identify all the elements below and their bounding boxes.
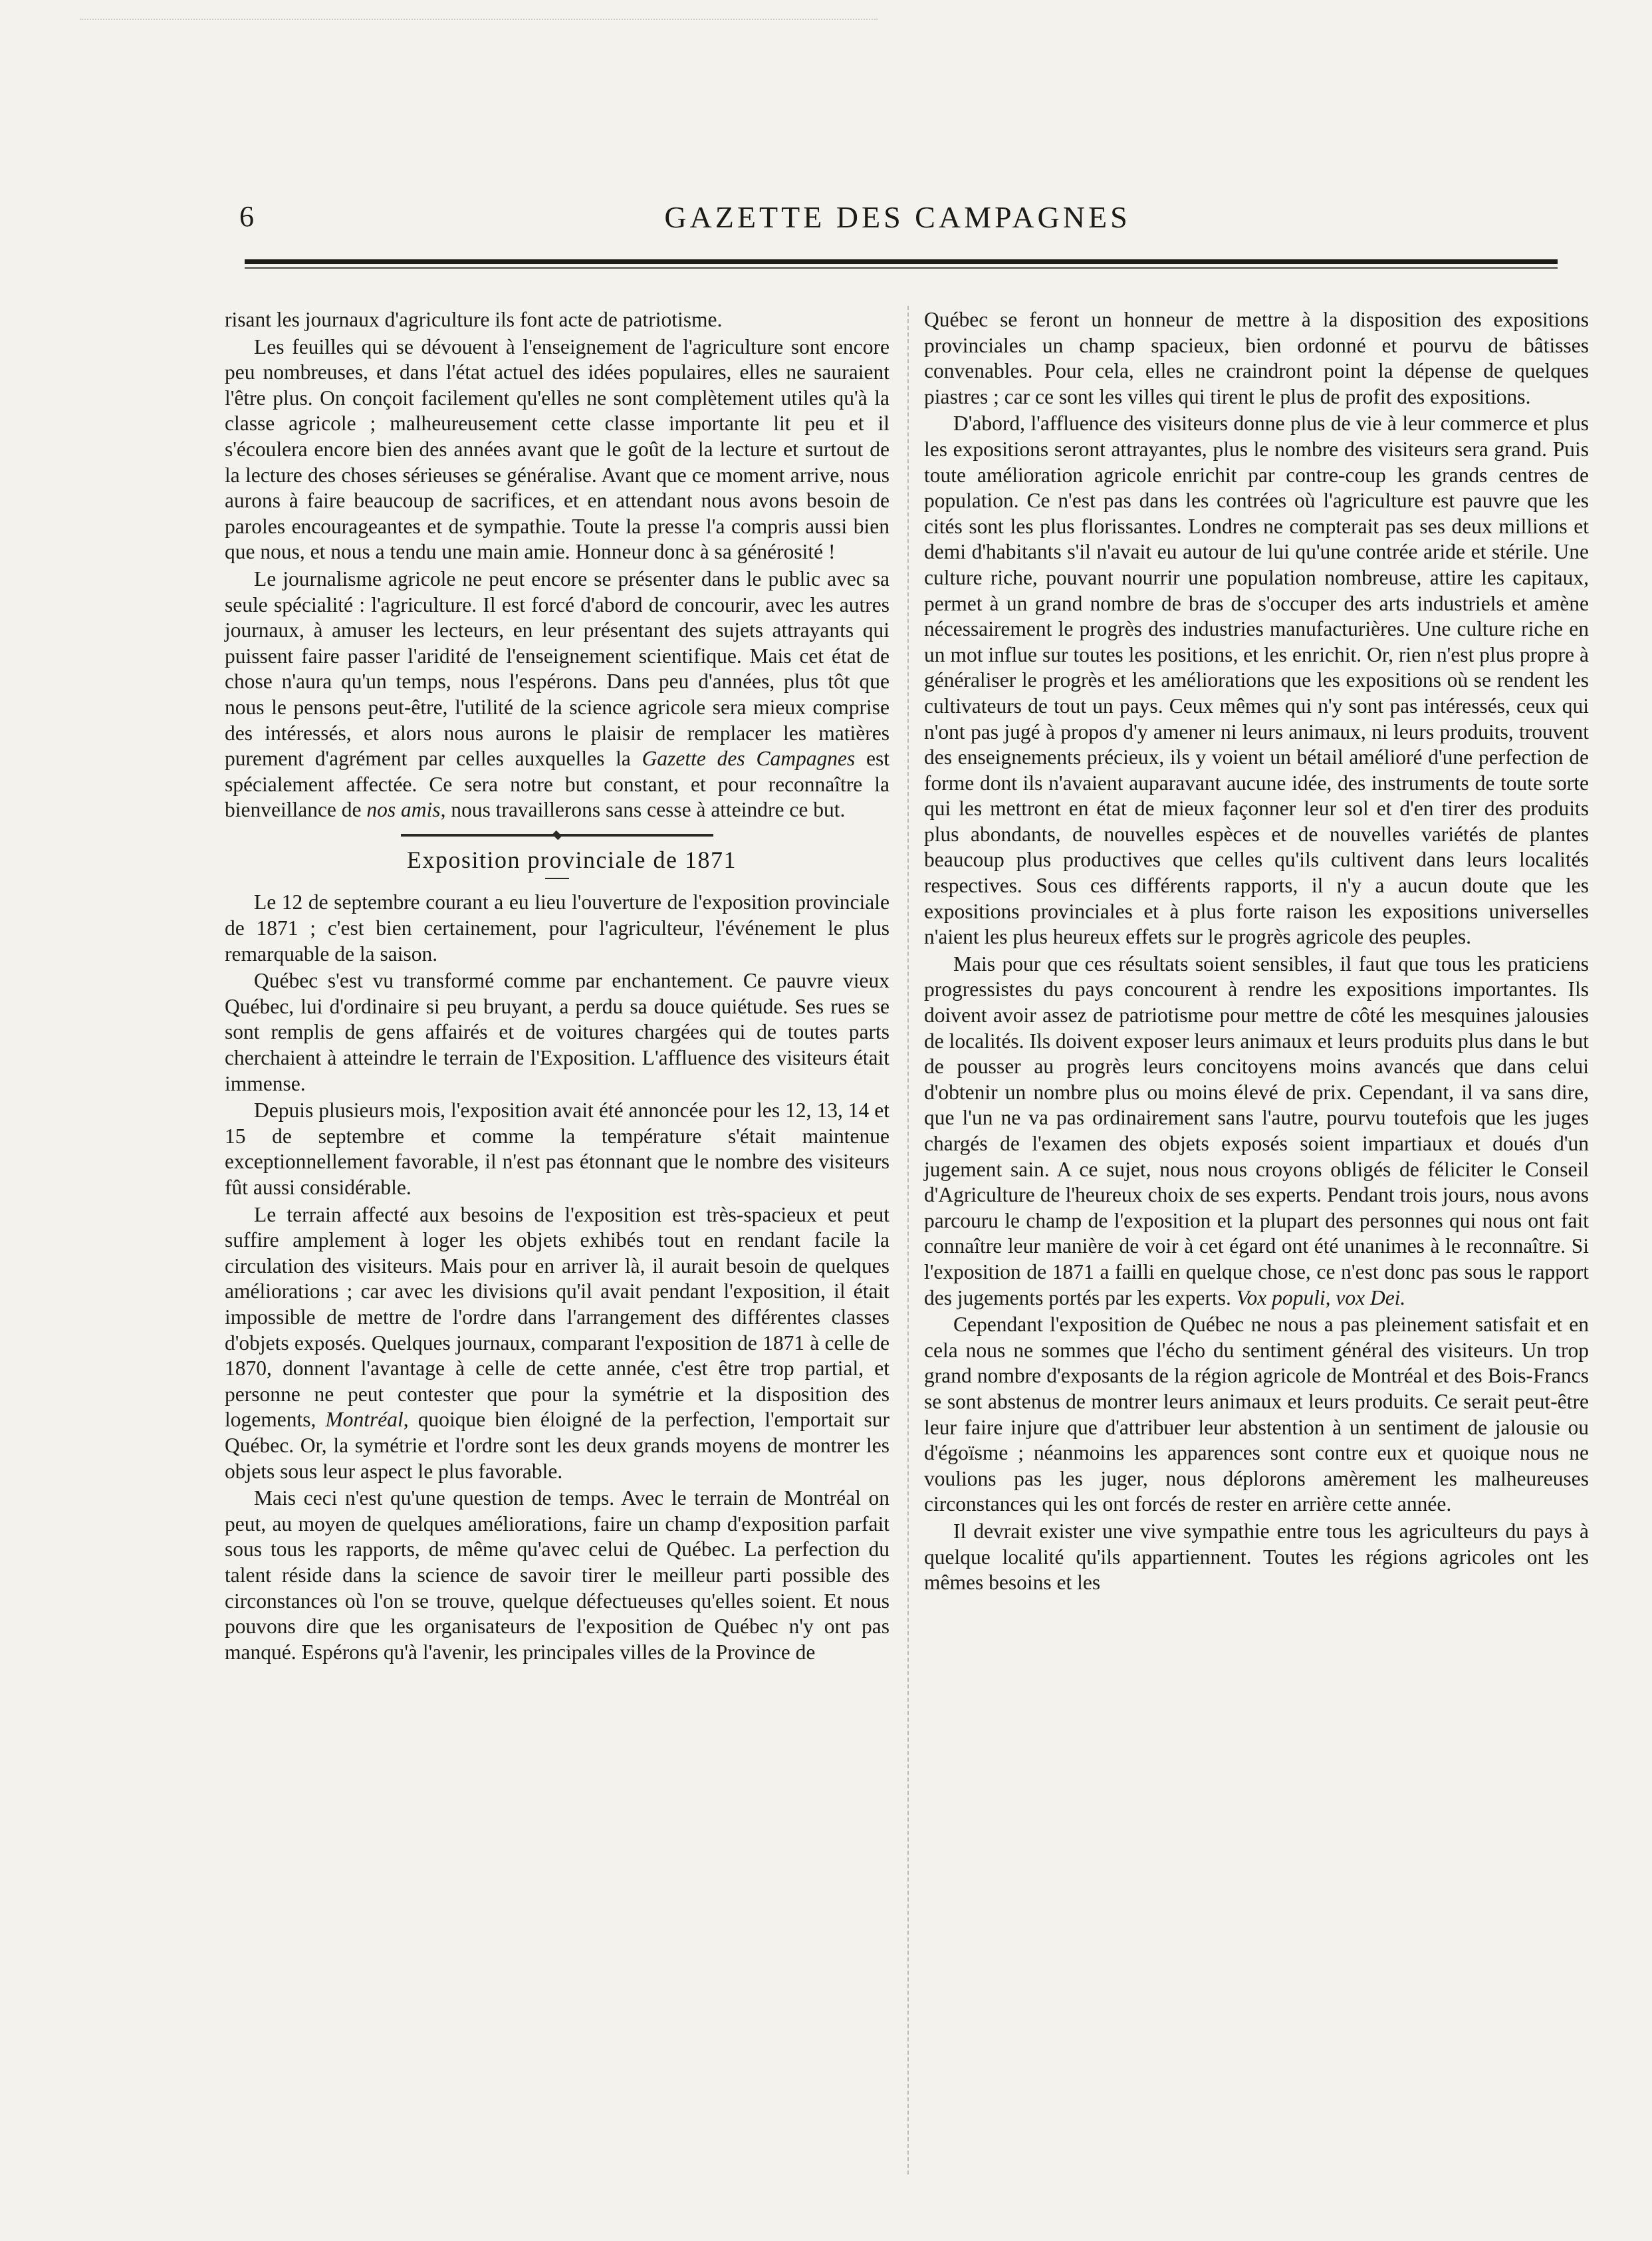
left-column <box>225 307 889 1665</box>
journal-title: GAZETTE DES CAMPAGNES <box>664 200 1131 234</box>
latin-quote: Vox populi, vox Dei. <box>1236 1285 1406 1309</box>
paragraph: Cependant l'exposition de Québec ne nous a pas pleinement satisfait et en cela nous ne sommes que l'écho du sentiment général des visiteurs. Un trop grand nombre d'exposants de la région agricole de Montréal et des Bois-Francs se sont abstenus de montrer leurs animaux et leurs produits. Ce serait peut-être leur faire injure que d'attribuer leur abstention à un sentiment de jalousie ou d'égoïsme ; néanmoins les apparences sont contre eux et quoique nous ne voulions pas les juger, nous déplorons amèrement les malheureuses circonstances qui les ont forcés de rester en arrière cette année. <box>924 1313 1589 1516</box>
column-gutter <box>907 306 910 2175</box>
paragraph: Québec se feront un honneur de mettre à la disposition des expositions provinciales un champ spacieux, bien ordonné et pourvu de bâtisses convenables. Pour cela, elles ne craindront point la dépense de quelques piastres ; car ce sont les villes qui tirent le plus de profit des expositions. <box>924 308 1589 408</box>
publication-title: Gazette des Campagnes <box>642 747 856 771</box>
scan-specks <box>80 19 878 23</box>
paragraph: Le 12 de septembre courant a eu lieu l'ouverture de l'exposition provinciale de 1871 ; c'est bien certainement, pour l'agriculteur, l'événement le plus remarquable de la saison. <box>225 890 889 966</box>
page-number: 6 <box>239 200 255 233</box>
paragraph: Il devrait exister une vive sympathie entre tous les agriculteurs du pays à quelque localité qu'ils appartiennent. Toutes les régions agricoles ont les mêmes besoins et les <box>924 1519 1589 1595</box>
paragraph: Mais pour que ces résultats soient sensibles, il faut que tous les praticiens progressistes du pays concourent à rendre les expositions importantes. Ils doivent avoir assez de patriotisme pour mettre de côté les mesquines jalousies de localités. Ils doivent exposer leurs animaux et leurs produits plus dans le but de pousser au progrès leurs concitoyens moins avancés que dans celui d'obtenir un nombre plus ou moins élevé de prix. Cependant, il va sans dire, que l'un ne va pas ordinairement sans l'autre, pourvu toutefois que les juges chargés de l'examen des objets exposés soient impartiaux et doués d'un jugement sain. A ce sujet, nous nous croyons obligés de féliciter le Conseil d'Agriculture de l'heureux choix de ses experts. Pendant trois jours, nous avons parcouru le champ de l'exposition et la plupart des personnes qui nous ont fait connaître leur manière de voir à cet égard ont été unanimes à le reconnaître. Si l'exposition de 1871 a failli en quelque chose, ce n'est donc pas sous le rapport des jugements portés par les experts. Vox populi, vox Dei. <box>924 952 1589 1309</box>
paragraph: Le journalisme agricole ne peut encore se présenter dans le public avec sa seule spécialité : l'agriculture. Il est forcé d'abord de concourir, avec les autres journaux, à amuser les lecteurs, en leur présentant des sujets attrayants qui puissent faire passer l'aridité de l'enseignement scientifique. Mais cet état de chose n'aura qu'un temps, nous l'espérons. Dans peu d'années, plus tôt que nous le pensons peut-être, l'utilité de la science agricole sera mieux comprise des intéressés, et alors nous aurons le plaisir de remplacer les matières purement d'agrément par celles auxquelles la Gazette des Campagnes est spécialement affectée. Ce sera notre but constant, et pour reconnaître la bienveillance de nos amis, nous travaillerons sans cesse à atteindre ce but. <box>225 567 889 822</box>
title-dash <box>545 878 569 879</box>
section-title: Exposition provinciale de 1871 <box>407 846 737 873</box>
section-divider <box>401 834 713 837</box>
right-column <box>924 307 1589 1596</box>
header-rule <box>245 259 1558 264</box>
page-header <box>239 199 1556 246</box>
header-rule-thin <box>245 267 1558 269</box>
paragraph: D'abord, l'affluence des visiteurs donne plus de vie à leur commerce et plus les expositions seront attrayantes, plus le nombre des visiteurs sera grand. Puis toute amélioration agricole enrichit par contre-coup les grands centres de population. Ce n'est pas dans les contrées où l'agriculture est pauvre que les cités sont les plus florissantes. Londres ne compterait pas ses deux millions et demi d'habitants s'il n'avait eu autour de lui qu'une contrée aride et stérile. Une culture riche, pouvant nourrir une population nombreuse, attire les capitaux, permet à un grand nombre de bras de s'occuper des arts industriels et amène nécessairement le progrès des industries manufacturières. Une culture riche en un mot influe sur toutes les positions, et les enrichit. Or, rien n'est plus propre à généraliser le progrès et les améliorations que les expositions où se rendent les cultivateurs de tout un pays. Ceux mêmes qui n'y sont pas intéressés, ceux qui n'ont pas jugé à propos d'y amener ni leurs animaux, ni leurs produits, trouvent des enseignements précieux, ils y voient un bétail amélioré d'une perfection de forme dont ils n'avaient auparavant aucune idée, des instruments de toute sorte qui les mettront en état de mieux façonner leur sol et d'en tirer des produits plus abondants, de nouvelles espèces et de nouvelles variétés de plantes beaucoup plus productives que celles qu'ils cultivent dans leurs localités respectives. Sous ces différents rapports, il n'y a aucun doute que les expositions provinciales et à plus forte raison les expositions universelles n'aient les plus heureux effets sur le progrès agricole des peuples. <box>924 412 1589 949</box>
paragraph: Depuis plusieurs mois, l'exposition avait été annoncée pour les 12, 13, 14 et 15 de septembre et comme la température s'était maintenue exceptionnellement favorable, il n'est pas étonnant que le nombre des visiteurs fût aussi considérable. <box>225 1099 889 1199</box>
paragraph: Québec s'est vu transformé comme par enchantement. Ce pauvre vieux Québec, lui d'ordinaire si peu bruyant, a perdu sa douce quiétude. Ses rues se sont remplis de gens affairés et de voitures chargées qui de toutes parts cherchaient à atteindre le terrain de l'Exposition. L'affluence des visiteurs était immense. <box>225 969 889 1095</box>
paragraph: risant les journaux d'agriculture ils font acte de patriotisme. <box>225 308 723 331</box>
paragraph: Le terrain affecté aux besoins de l'exposition est très-spacieux et peut suffire amplement à loger les objets exhibés tout en rendant facile la circulation des visiteurs. Mais pour en arriver là, il aurait besoin de quelques améliorations ; car avec les divisions qu'il avait pendant l'exposition, il était impossible de mettre de l'ordre dans l'arrangement des différentes classes d'objets exposés. Quelques journaux, comparant l'exposition de 1871 à celle de 1870, donnent l'avantage à celle de cette année, c'est être trop partial, et personne ne peut contester que pour la symétrie et la disposition des logements, Montréal, quoique bien éloigné de la perfection, l'emportait sur Québec. Or, la symétrie et l'ordre sont les deux grands moyens de montrer les objets sous leur aspect le plus favorable. <box>225 1202 889 1483</box>
paragraph: Mais ceci n'est qu'une question de temps. Avec le terrain de Montréal on peut, au moyen de quelques améliorations, faire un champ d'exposition parfait sous tous les rapports, de même qu'avec celui de Québec. La perfection du talent réside dans la science de savoir tirer le meilleur parti possible des circonstances où l'on se trouve, quelque défectueuses qu'elles soient. Et nous pouvons dire que les organisateurs de l'exposition de Québec n'y ont pas manqué. Espérons qu'à l'avenir, les principales villes de la Province de <box>225 1486 889 1664</box>
paragraph: Les feuilles qui se dévouent à l'enseignement de l'agriculture sont encore peu nombreuses, et dans l'état actuel des idées populaires, elles ne sauraient l'être plus. On conçoit facilement qu'elles ne sont complètement utiles qu'à la classe agricole ; malheureusement cette classe importante lit peu et il s'écoulera encore bien des années avant que le goût de la lecture et surtout de la lecture des choses sérieuses se généralise. Avant que ce moment arrive, nous aurons à faire beaucoup de sacrifices, et en attendant nous avons besoin de paroles encourageantes et de sympathie. Toute la presse l'a compris aussi bien que nous, et nous a tendu une main amie. Honneur donc à sa générosité ! <box>225 334 889 564</box>
